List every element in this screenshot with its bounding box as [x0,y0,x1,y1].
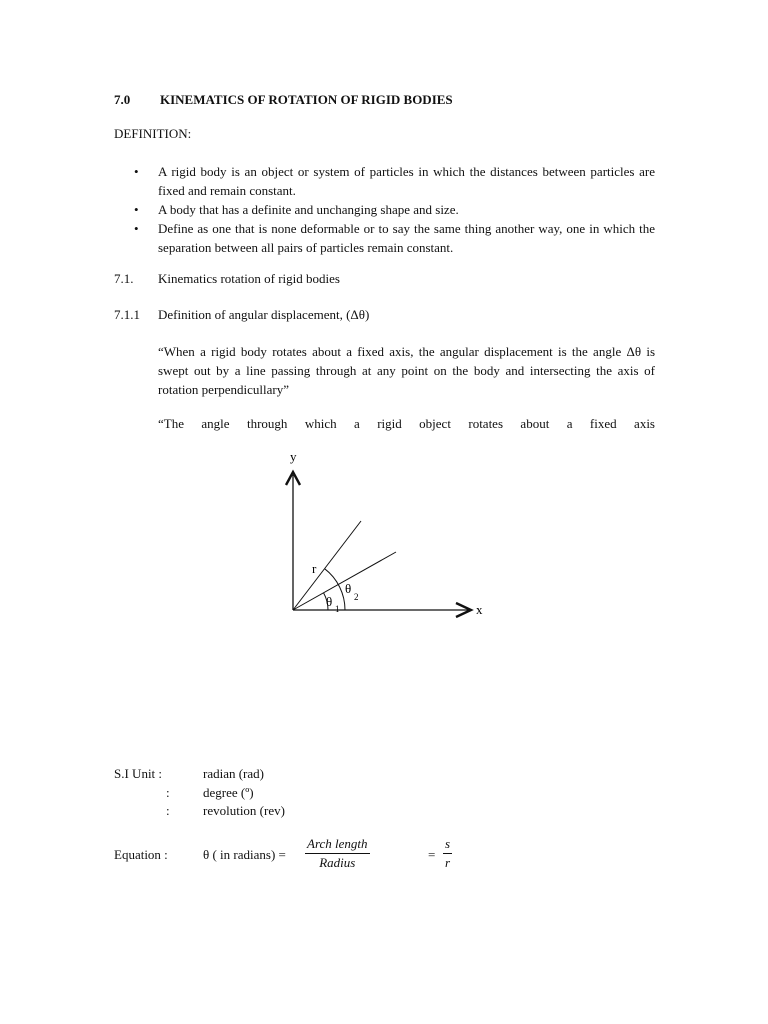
fraction-denominator: Radius [319,855,356,870]
fraction-numerator: s [443,836,452,854]
unit-revolution: revolution (rev) [203,803,285,818]
definition-list [130,162,655,257]
unit-degree: degree (º) [203,785,254,800]
theta2-subscript: 2 [354,592,359,602]
unit-colon: : [166,803,170,818]
bullet-icon: • [134,202,139,217]
fraction-denominator: r [445,855,451,870]
list-item: • A body that has a definite and unchanging shape and size. [134,202,459,217]
definition-label: DEFINITION: [114,126,192,141]
heading-number: 7.0 [114,92,131,107]
quote-angle: “The angle through which a rigid object rotates about a fixed axis [158,416,655,431]
unit-radian: radian (rad) [203,766,264,781]
theta1-label: θ [326,594,333,609]
section-711-title: Definition of angular displacement, (Δθ) [158,307,370,322]
angular-displacement-diagram [270,445,500,635]
theta1-subscript: 1 [335,604,340,614]
bullet-icon: • [134,221,139,236]
section-71-title: Kinematics rotation of rigid bodies [158,271,340,286]
quote-definition: “When a rigid body rotates about a fixed axis, the angular displacement is the angle Δθ is swept out by a line passing through at any point on the body and intersecting the axis of rotation perpendicullary” [158,344,655,397]
section-711-number: 7.1.1 [114,307,140,322]
x-axis-label: x [476,602,483,617]
fraction-arch-length-over-radius [305,836,370,871]
section-71-number: 7.1. [114,271,134,286]
y-axis-label: y [290,449,297,464]
theta2-label: θ [345,581,352,596]
equation-equals: = [428,847,436,862]
heading-title: KINEMATICS OF ROTATION OF RIGID BODIES [160,92,453,107]
bullet-icon: • [134,164,139,179]
radius-label: r [312,561,317,576]
equation-lhs: θ ( in radians) = [203,847,286,862]
unit-colon: : [166,785,170,800]
list-item: • Define as one that is none deformable or to say the same thing another way, one in which the separation between all pairs of particles remain constant. [134,221,655,255]
fraction-s-over-r [443,836,452,871]
si-unit-label: S.I Unit : [114,766,163,781]
fraction-numerator: Arch length [305,836,370,854]
equation-label: Equation : [114,847,168,862]
list-item: • A rigid body is an object or system of particles in which the distances between particles are fixed and remain constant. [134,164,655,198]
